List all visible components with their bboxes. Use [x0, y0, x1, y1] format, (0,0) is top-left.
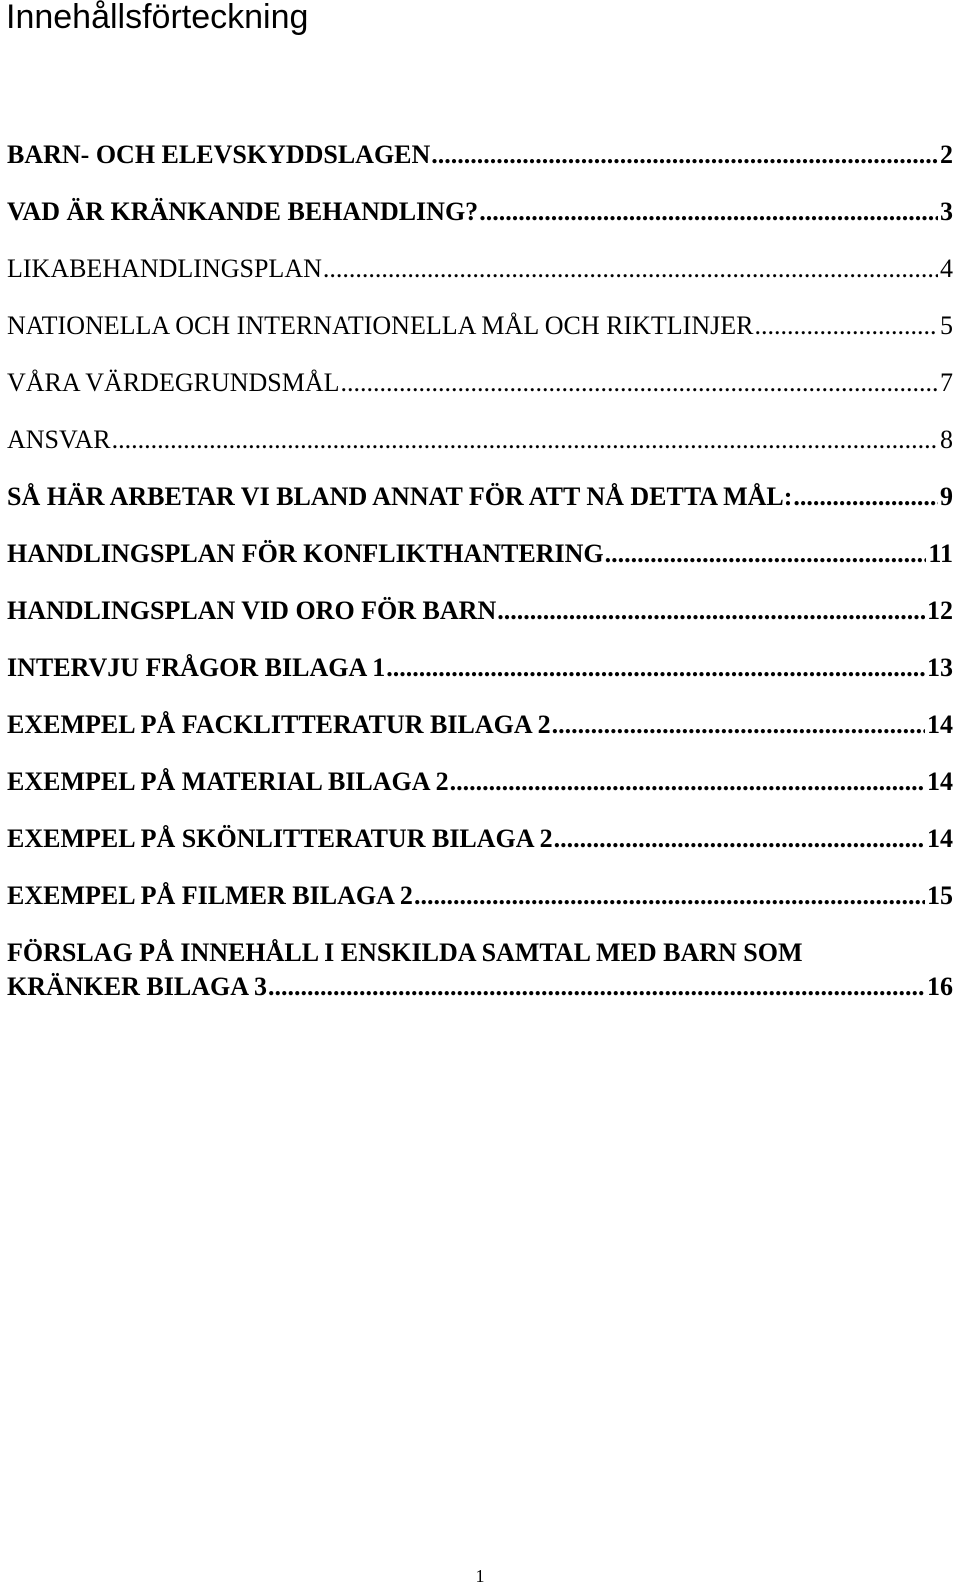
toc-entry-label: VAD ÄR KRÄNKANDE BEHANDLING?: [7, 197, 479, 226]
toc-entry[interactable]: [7, 765, 953, 799]
toc-entry-label: HANDLINGSPLAN FÖR KONFLIKTHANTERING: [7, 539, 604, 568]
toc-entry-page: 8: [940, 425, 953, 454]
page-number: 1: [475, 1566, 485, 1586]
toc-entry-label: INTERVJU FRÅGOR BILAGA 1: [7, 653, 386, 682]
toc-entry-page: 5: [940, 311, 953, 340]
toc-entry[interactable]: [7, 309, 953, 343]
toc-entry-page: 14: [927, 824, 953, 853]
toc-entry-page: 9: [940, 482, 953, 511]
toc-entry-line2: [7, 970, 953, 1004]
toc-entry[interactable]: [7, 708, 953, 742]
toc-leader: [386, 651, 925, 685]
toc-leader: [450, 765, 925, 799]
toc-entry-label: EXEMPEL PÅ FILMER BILAGA 2: [7, 881, 413, 910]
toc-entry-label-line1: FÖRSLAG PÅ INNEHÅLL I ENSKILDA SAMTAL MED BARN SOM: [7, 938, 803, 967]
toc-entry-page: 15: [927, 881, 953, 910]
toc-leader: [793, 480, 938, 514]
toc-entry[interactable]: [7, 822, 953, 856]
toc-entry[interactable]: [7, 480, 953, 514]
toc-title: Innehållsförteckning: [6, 0, 309, 36]
toc-entry-label: NATIONELLA OCH INTERNATIONELLA MÅL OCH RIKTLINJER: [7, 311, 754, 340]
toc-leader: [554, 822, 925, 856]
toc-leader: [341, 366, 938, 400]
toc-entry[interactable]: [7, 423, 953, 457]
toc-leader: [112, 423, 938, 457]
toc-leader: [497, 594, 925, 628]
toc-entry-label: EXEMPEL PÅ MATERIAL BILAGA 2: [7, 767, 449, 796]
toc-entry[interactable]: [7, 252, 953, 286]
toc-entry[interactable]: [7, 594, 953, 628]
toc-entry-page: 14: [927, 710, 953, 739]
toc-entry[interactable]: [7, 879, 953, 913]
toc-entry-label: BARN- OCH ELEVSKYDDSLAGEN: [7, 140, 431, 169]
toc-entry-label-line2: KRÄNKER BILAGA 3: [7, 972, 268, 1001]
toc-entry-label: LIKABEHANDLINGSPLAN: [7, 254, 322, 283]
toc-leader: [479, 195, 938, 229]
toc-entry-label: HANDLINGSPLAN VID ORO FÖR BARN: [7, 596, 497, 625]
toc-entry-label: ANSVAR: [7, 425, 111, 454]
toc-entry-page: 3: [940, 197, 953, 226]
toc-entry[interactable]: [7, 138, 953, 172]
toc-leader: [268, 970, 925, 1004]
toc-leader: [552, 708, 925, 742]
toc-entry[interactable]: [7, 366, 953, 400]
toc-entry[interactable]: [7, 195, 953, 229]
toc-entry[interactable]: [7, 537, 953, 571]
toc-entry-page: 14: [927, 767, 953, 796]
toc-leader: [754, 309, 938, 343]
toc-leader: [431, 138, 938, 172]
toc-entry-page: 7: [940, 368, 953, 397]
toc-entry-label: VÅRA VÄRDEGRUNDSMÅL: [7, 368, 340, 397]
toc-entry-label: EXEMPEL PÅ FACKLITTERATUR BILAGA 2: [7, 710, 551, 739]
toc-entry-label: SÅ HÄR ARBETAR VI BLAND ANNAT FÖR ATT NÅ DETTA MÅL:: [7, 482, 793, 511]
toc-entry-page: 2: [940, 140, 953, 169]
toc-entry-page: 13: [927, 653, 953, 682]
toc-entry-label: EXEMPEL PÅ SKÖNLITTERATUR BILAGA 2: [7, 824, 553, 853]
toc-entry-page: 4: [940, 254, 953, 283]
toc-leader: [323, 252, 938, 286]
toc-leader: [605, 537, 927, 571]
toc-entry-page: 16: [927, 972, 953, 1001]
toc-entry-page: 12: [927, 596, 953, 625]
toc-entry-page: 11: [928, 539, 953, 568]
toc-entry-multiline[interactable]: [7, 936, 953, 1004]
toc-leader: [414, 879, 925, 913]
toc-entry[interactable]: [7, 651, 953, 685]
